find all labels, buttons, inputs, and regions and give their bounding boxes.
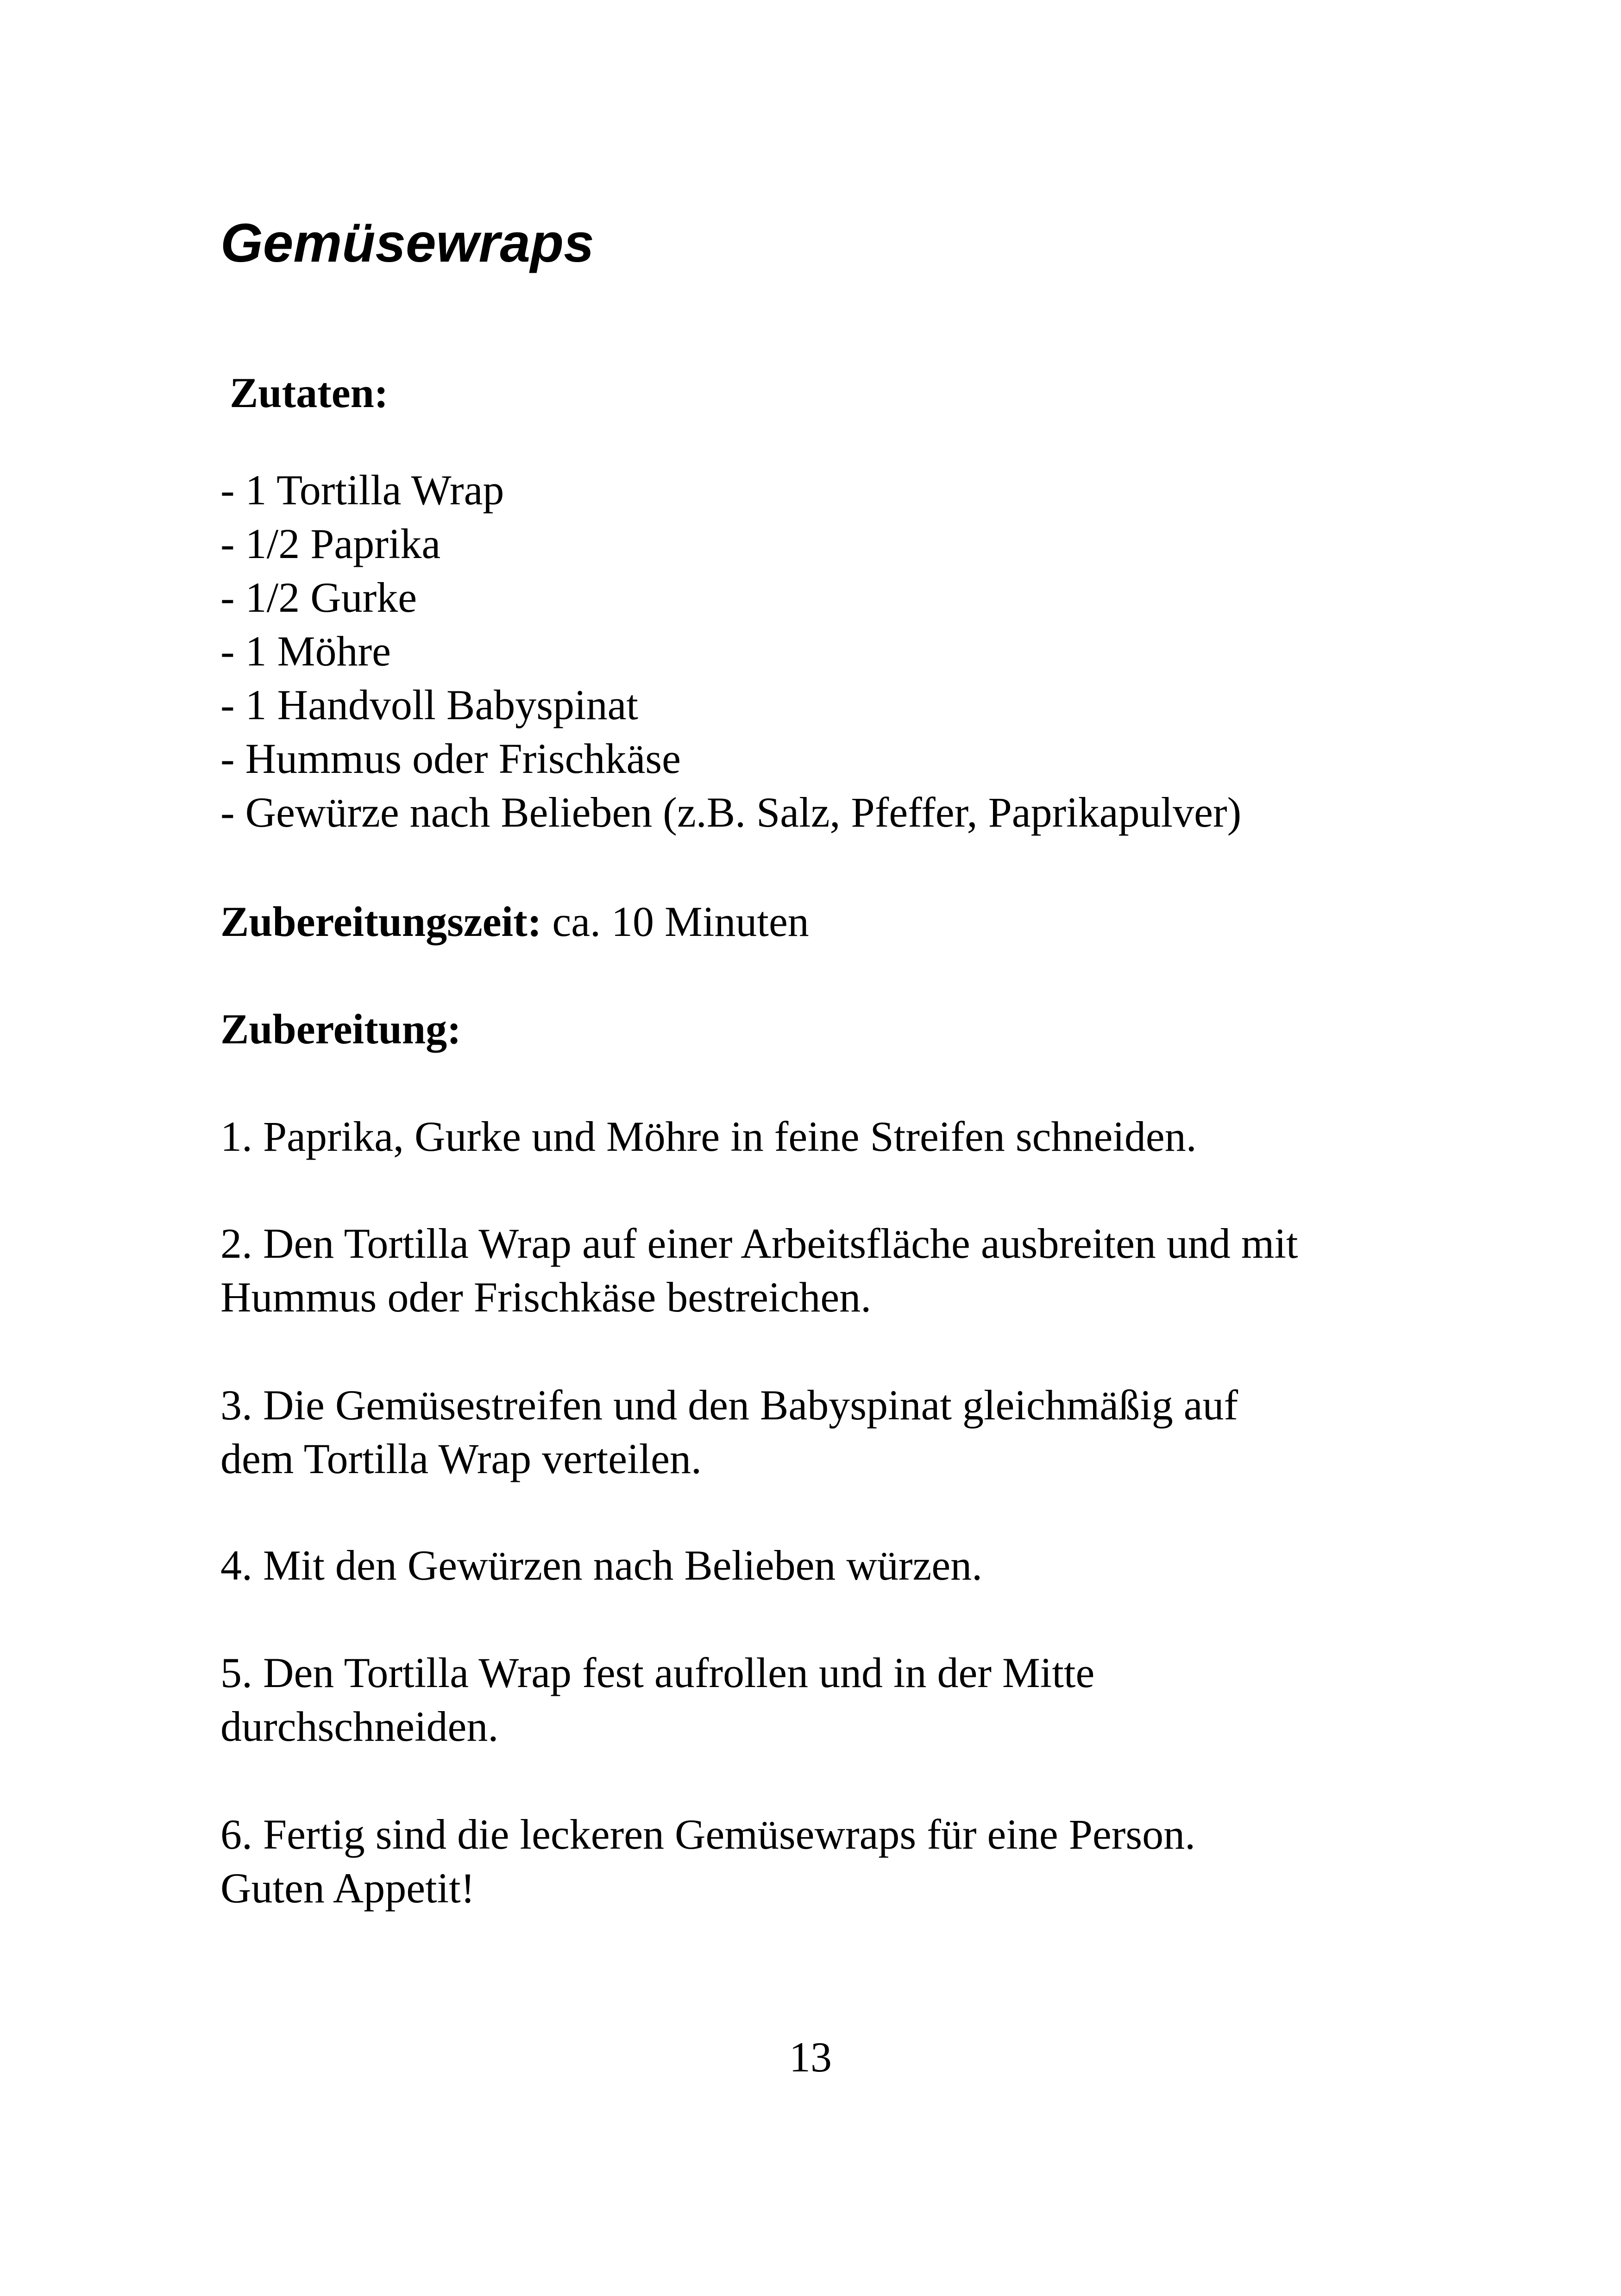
- ingredient-item: - 1 Möhre: [220, 627, 391, 675]
- preparation-heading: Zubereitung:: [220, 1005, 461, 1053]
- prep-time-value: ca. 10 Minuten: [541, 898, 809, 945]
- step-line: dem Tortilla Wrap verteilen.: [220, 1435, 702, 1482]
- ingredient-item: - 1 Tortilla Wrap: [220, 466, 504, 514]
- ingredients-heading: Zutaten:: [230, 369, 389, 416]
- ingredient-item: - 1 Handvoll Babyspinat: [220, 681, 638, 728]
- ingredient-item: - 1/2 Paprika: [220, 520, 441, 567]
- ingredient-item: - Gewürze nach Belieben (z.B. Salz, Pfeffer, Paprikapulver): [220, 789, 1242, 836]
- step-line: 5. Den Tortilla Wrap fest aufrollen und in der Mitte: [220, 1649, 1095, 1696]
- ingredients-list: [220, 463, 1241, 839]
- step-item: [220, 1646, 1094, 1753]
- step-item: [220, 1110, 1197, 1163]
- page-number: 13: [789, 2033, 832, 2081]
- step-item: [220, 1217, 1298, 1324]
- ingredient-item: - Hummus oder Frischkäse: [220, 735, 681, 782]
- recipe-title: Gemüsewraps: [220, 213, 594, 274]
- ingredient-item: - 1/2 Gurke: [220, 574, 417, 621]
- step-line: 4. Mit den Gewürzen nach Belieben würzen.: [220, 1542, 983, 1589]
- step-item: [220, 1378, 1238, 1486]
- step-line: 1. Paprika, Gurke und Möhre in feine Streifen schneiden.: [220, 1113, 1197, 1160]
- step-line: 3. Die Gemüsestreifen und den Babyspinat gleichmäßig auf: [220, 1381, 1238, 1429]
- step-item: [220, 1807, 1195, 1915]
- step-line: Guten Appetit!: [220, 1864, 475, 1912]
- step-line: Hummus oder Frischkäse bestreichen.: [220, 1273, 872, 1321]
- step-line: 6. Fertig sind die leckeren Gemüsewraps für eine Person.: [220, 1811, 1196, 1858]
- prep-time-label: Zubereitungszeit:: [220, 898, 542, 945]
- step-line: 2. Den Tortilla Wrap auf einer Arbeitsfläche ausbreiten und mit: [220, 1220, 1298, 1267]
- step-line: durchschneiden.: [220, 1703, 499, 1750]
- prep-time: [220, 895, 809, 948]
- step-item: [220, 1538, 982, 1592]
